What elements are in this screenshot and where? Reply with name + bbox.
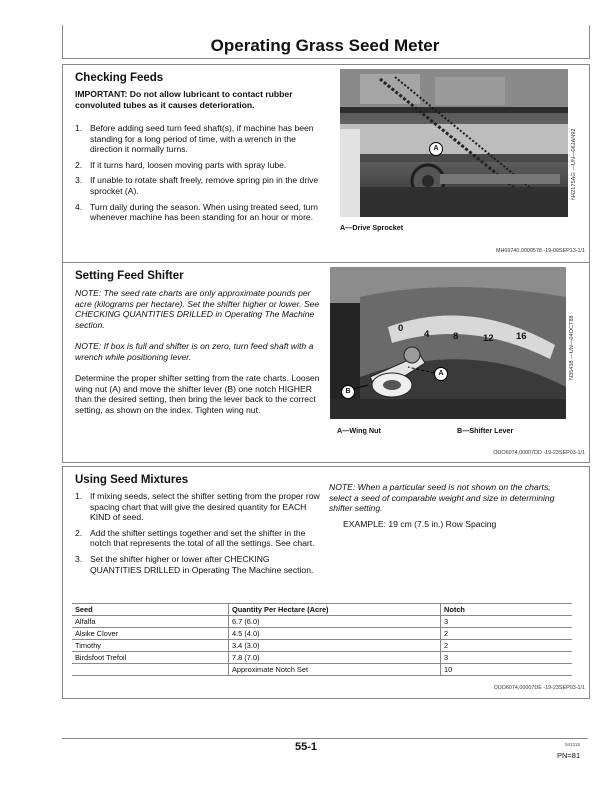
list-item: 3. If unable to rotate shaft freely, remove spring pin in the drive sprocket (A). bbox=[75, 175, 319, 196]
table-row bbox=[72, 616, 572, 628]
pn-number: PN=81 bbox=[557, 751, 581, 760]
table-cell bbox=[72, 664, 229, 676]
list-item: 2. If it turns hard, loosen moving parts with spray lube. bbox=[75, 159, 287, 170]
feed-shifter-heading: Setting Feed Shifter bbox=[75, 270, 184, 282]
table-cell: 3.4 (3.0) bbox=[229, 640, 441, 652]
table-row bbox=[72, 628, 572, 640]
photo-id-1: N42175AG —UN—06JAN92 bbox=[571, 128, 577, 200]
note-comparable-seed: NOTE: When a particular seed is not shown on the charts, select a seed of comparable weight and size in determining shifter setting. bbox=[329, 482, 555, 514]
list-item: 3. Set the shifter higher or lower after CHECKING QUANTITIES DRILLED in Operating The Machine section. bbox=[75, 553, 314, 575]
list-item: 4. Turn daily during the season. When using treated seed, turn whenever machine has been standing for an hour or more. bbox=[75, 201, 319, 223]
seed-mixtures-heading: Using Seed Mixtures bbox=[75, 474, 189, 486]
table-cell: 3 bbox=[441, 616, 573, 628]
seed-mixtures-steps bbox=[75, 491, 320, 580]
table-cell: Alsike Clover bbox=[72, 628, 229, 640]
shifter-instructions: Determine the proper shifter setting from the rate charts. Loosen wing nut (A) and move the shifter lever (B) one notch HIGHER than the desired setting, then bring the lever back to the correct setting, as shown on the index. Tighten wing nut. bbox=[75, 373, 320, 415]
row-spacing-example: EXAMPLE: 19 cm (7.5 in.) Row Spacing bbox=[343, 519, 497, 529]
reference-code: OUO6074,00007DE -19-23SEP03-1/1 bbox=[493, 685, 585, 691]
table-cell: 6.7 (6.0) bbox=[229, 616, 441, 628]
note-full-box: NOTE: If box is full and shifter is on zero, turn feed shaft with a wrench while positioning lever. bbox=[75, 341, 314, 362]
column-header: Seed bbox=[72, 604, 229, 616]
table-cell: 2 bbox=[441, 640, 573, 652]
column-header: Notch bbox=[441, 604, 573, 616]
scale-number: 8 bbox=[453, 331, 459, 342]
scale-number: 12 bbox=[483, 333, 494, 344]
table-cell: 2 bbox=[441, 628, 573, 640]
callout-a-marker: A bbox=[429, 142, 443, 156]
table-row bbox=[72, 664, 572, 676]
table-cell: 4.5 (4.0) bbox=[229, 628, 441, 640]
scale-number: 0 bbox=[398, 323, 404, 334]
table-cell: Approximate Notch Set bbox=[229, 664, 441, 676]
page-title: Operating Grass Seed Meter bbox=[210, 36, 440, 55]
photo-id-2: N35438 —UN—04OCT88 bbox=[569, 315, 575, 380]
table-cell: 10 bbox=[441, 664, 573, 676]
scale-number: 16 bbox=[516, 331, 527, 342]
callout-a-marker: A bbox=[434, 367, 448, 381]
scale-number: 4 bbox=[424, 329, 430, 340]
seed-mixture-table bbox=[72, 603, 572, 676]
important-notice: IMPORTANT: Do not allow lubricant to contact rubber convoluted tubes as it causes deterioration. bbox=[75, 89, 293, 110]
reference-code: OUO6074,00007DD -19-23SEP03-1/1 bbox=[493, 450, 585, 456]
table-header-row bbox=[72, 604, 572, 616]
footer-rule bbox=[62, 738, 588, 739]
reference-code: MH69740,0000578 -19-09SEP13-1/1 bbox=[495, 248, 585, 254]
note-rate-charts: NOTE: The seed rate charts are only approximate pounds per acre (kilograms per hectare). Set the shifter higher or lower. See CHECKING QUANTITIES DRILLED in Operating The Machine section. bbox=[75, 288, 320, 330]
table-cell: Timothy bbox=[72, 640, 229, 652]
table-cell: 3 bbox=[441, 652, 573, 664]
shifter-photo bbox=[330, 267, 566, 419]
drive-sprocket-photo bbox=[340, 69, 568, 217]
table-row bbox=[72, 640, 572, 652]
checking-feeds-steps bbox=[75, 123, 325, 228]
list-item: 2. Add the shifter settings together and set the shifter in the notch that represents the total of all the settings. See chart. bbox=[75, 527, 315, 549]
drive-sprocket-caption: A—Drive Sprocket bbox=[340, 223, 404, 232]
checking-feeds-heading: Checking Feeds bbox=[75, 72, 164, 84]
small-code: 041315 bbox=[565, 742, 581, 747]
table-cell: Alfalfa bbox=[72, 616, 229, 628]
list-item: 1. If mixing seeds, select the shifter setting from the proper row spacing chart that will give the desired quantity for EACH KIND of seed. bbox=[75, 491, 320, 523]
table-cell: Birdsfoot Trefoil bbox=[72, 652, 229, 664]
callout-b-marker: B bbox=[341, 385, 355, 399]
page-number: 55-1 bbox=[295, 741, 318, 753]
table-row bbox=[72, 652, 572, 664]
list-item: 1. Before adding seed turn feed shaft(s), if machine has been standing for a long period of time, with a wrench in the direction it normally turns. bbox=[75, 123, 314, 155]
table-cell: 7.8 (7.0) bbox=[229, 652, 441, 664]
wing-nut-caption: A—Wing Nut bbox=[337, 426, 381, 435]
shifter-lever-caption: B—Shifter Lever bbox=[457, 426, 514, 435]
column-header: Quantity Per Hectare (Acre) bbox=[229, 604, 441, 616]
